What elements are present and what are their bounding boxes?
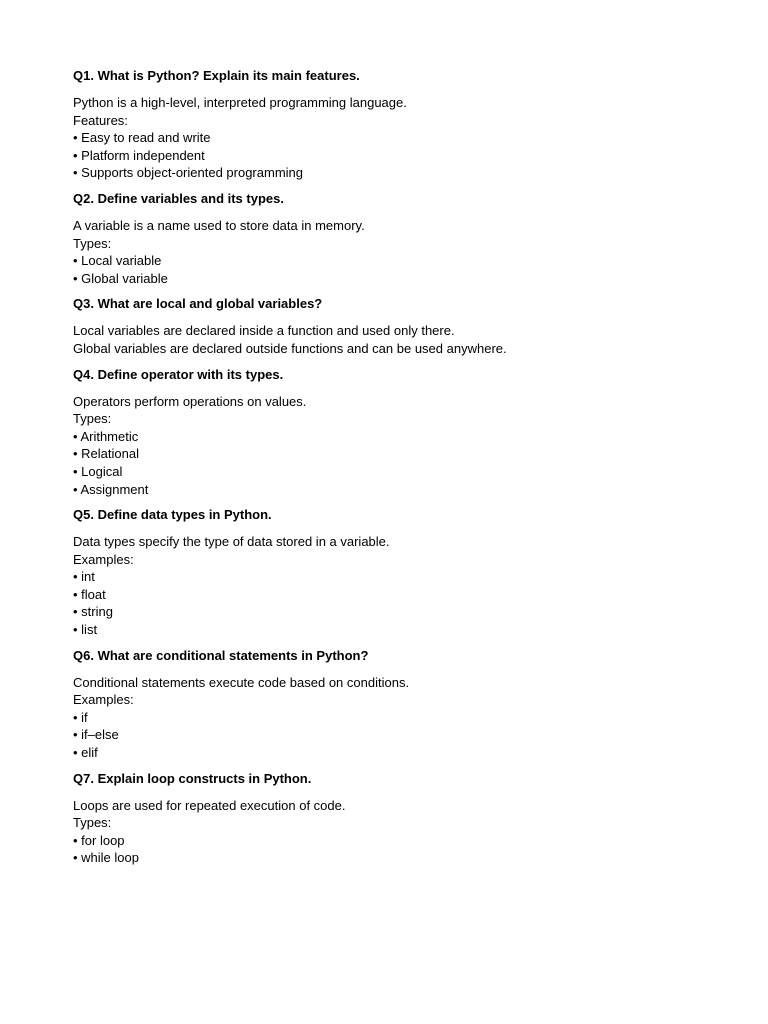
qa-block-q1 bbox=[73, 67, 733, 182]
question-heading: Q6. What are conditional statements in Python? bbox=[73, 647, 369, 663]
bullet-item: • list bbox=[73, 622, 98, 638]
bullet-item: • Relational bbox=[73, 446, 139, 462]
bullet-item: • Supports object-oriented programming bbox=[73, 165, 304, 181]
qa-block-q3 bbox=[73, 295, 733, 357]
answer-line: Loops are used for repeated execution of code. bbox=[73, 797, 346, 813]
bullet-item: • Platform independent bbox=[73, 147, 205, 163]
qa-block-q4 bbox=[73, 366, 733, 499]
bullet-item: • for loop bbox=[73, 832, 125, 848]
answer-line: Types: bbox=[73, 235, 112, 251]
answer-line: A variable is a name used to store data in memory. bbox=[73, 217, 365, 233]
answer-line: Examples: bbox=[73, 692, 134, 708]
bullet-item: • while loop bbox=[73, 850, 139, 866]
qa-block-q2 bbox=[73, 190, 733, 287]
answer-line: Operators perform operations on values. bbox=[73, 393, 307, 409]
bullet-item: • Logical bbox=[73, 463, 123, 479]
question-heading: Q7. Explain loop constructs in Python. bbox=[73, 770, 312, 786]
answer-line: Types: bbox=[73, 815, 112, 831]
question-heading: Q1. What is Python? Explain its main features. bbox=[73, 68, 360, 83]
qa-block-q7 bbox=[73, 770, 733, 867]
bullet-item: • float bbox=[73, 586, 106, 602]
question-heading: Q4. Define operator with its types. bbox=[73, 366, 284, 382]
bullet-item: • string bbox=[73, 604, 113, 620]
answer-line: Python is a high-level, interpreted programming language. bbox=[73, 95, 407, 110]
bullet-item: • Arithmetic bbox=[73, 428, 139, 444]
bullet-item: • if–else bbox=[73, 727, 119, 743]
answer-line: Examples: bbox=[73, 551, 134, 567]
bullet-item: • Global variable bbox=[73, 270, 168, 286]
answer-line: Global variables are declared outside functions and can be used anywhere. bbox=[73, 340, 507, 356]
bullet-item: • if bbox=[73, 709, 88, 725]
question-heading: Q3. What are local and global variables? bbox=[73, 296, 323, 312]
answer-line: Types: bbox=[73, 411, 112, 427]
bullet-item: • int bbox=[73, 569, 95, 585]
answer-line: Data types specify the type of data stored in a variable. bbox=[73, 534, 390, 550]
question-heading: Q2. Define variables and its types. bbox=[73, 190, 284, 206]
qa-block-q5 bbox=[73, 506, 733, 639]
bullet-item: • Assignment bbox=[73, 481, 149, 497]
answer-line: Features: bbox=[73, 112, 128, 128]
question-heading: Q5. Define data types in Python. bbox=[73, 507, 272, 523]
bullet-item: • Easy to read and write bbox=[73, 130, 211, 146]
answer-line: Conditional statements execute code based on conditions. bbox=[73, 674, 410, 690]
document-page bbox=[73, 67, 733, 875]
qa-block-q6 bbox=[73, 647, 733, 762]
bullet-item: • elif bbox=[73, 745, 98, 761]
bullet-item: • Local variable bbox=[73, 253, 162, 269]
answer-line: Local variables are declared inside a function and used only there. bbox=[73, 323, 455, 339]
